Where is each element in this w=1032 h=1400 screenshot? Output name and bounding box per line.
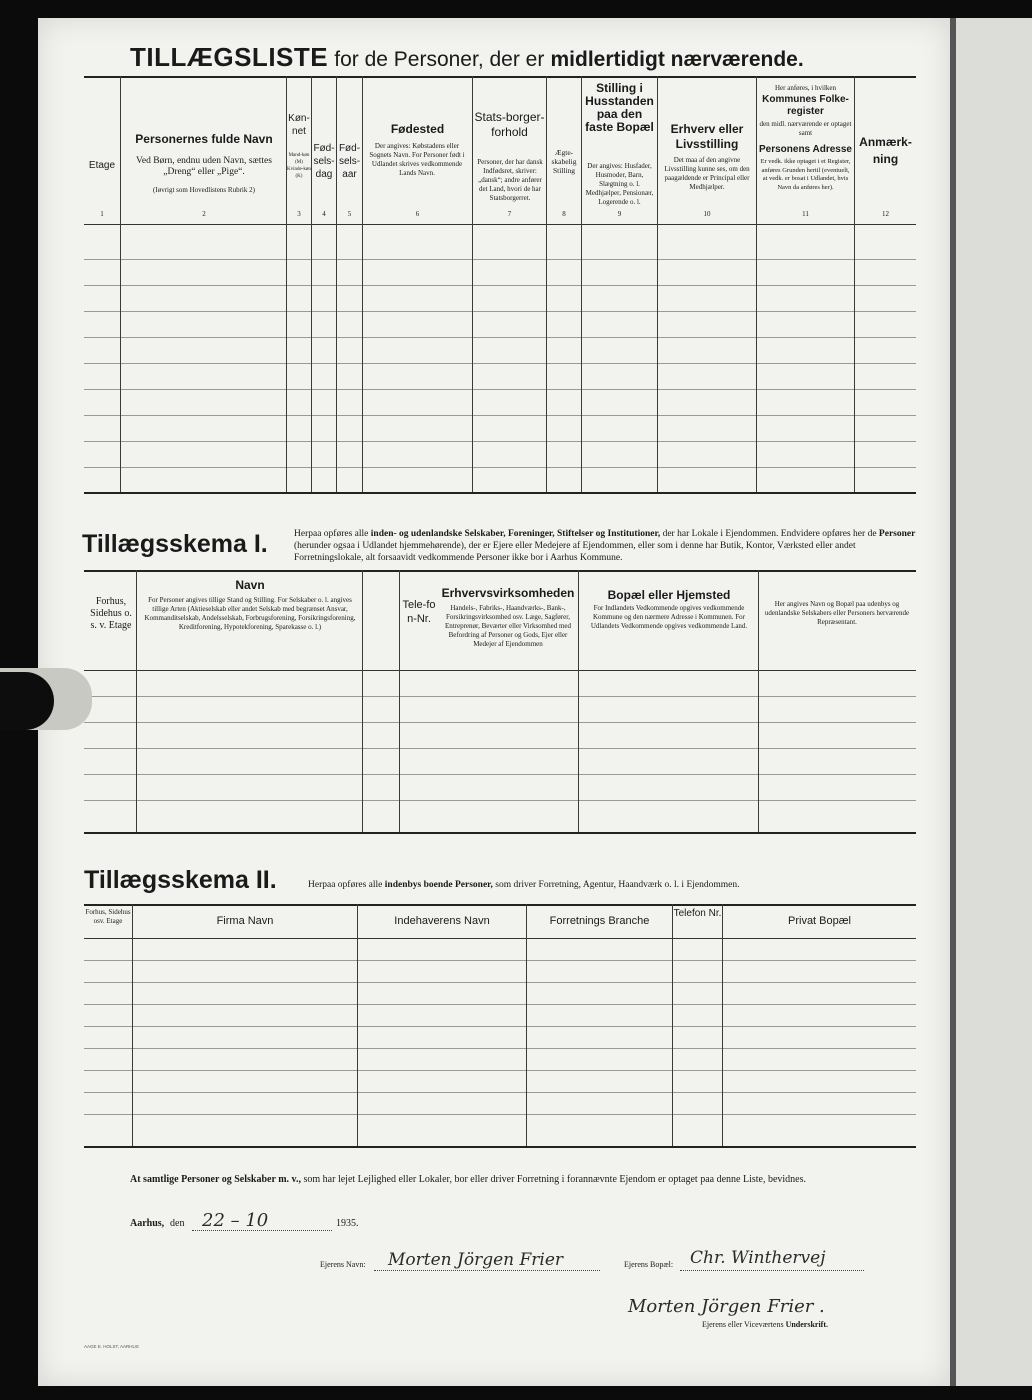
t1-col-birthday: Fød-sels-dag bbox=[313, 143, 335, 180]
t1-col-etage: Etage bbox=[88, 160, 116, 171]
adjacent-page bbox=[956, 18, 1032, 1386]
form-page bbox=[38, 18, 950, 1386]
schema2-table bbox=[84, 904, 916, 1152]
title-mid: for de Personer, der er bbox=[334, 48, 545, 71]
t1-col-occupation: Erhverv eller Livsstilling bbox=[670, 122, 744, 151]
signature-label-b: Underskrift. bbox=[785, 1320, 829, 1329]
title-bold: TILLÆGSLISTE bbox=[130, 42, 329, 72]
handwritten-date: 22 – 10 bbox=[202, 1210, 269, 1231]
s2-col-branch: Forretnings Branche bbox=[549, 915, 650, 927]
s1-col-representative: Her angives Navn og Bopæl paa udenbys og udenlandske Selskabers eller Personers herværende Repræsentant. bbox=[764, 600, 910, 626]
t1-num-9: 9 bbox=[617, 210, 622, 218]
s2-col-phone: Telefon Nr. bbox=[673, 908, 722, 919]
s2-col-private: Privat Bopæl bbox=[788, 915, 851, 927]
owner-name: Morten Jörgen Frier bbox=[388, 1250, 564, 1270]
s1-col-floor: Forhus, Sidehus o. s. v. Etage bbox=[90, 596, 132, 631]
table1 bbox=[84, 76, 916, 494]
certification bbox=[130, 1174, 930, 1185]
t1-num-10: 10 bbox=[703, 210, 711, 218]
t1-num-8: 8 bbox=[562, 210, 566, 218]
t1-col-gender: Køn-net bbox=[288, 113, 310, 137]
t1-col-register: Kommunes Folke-register bbox=[762, 94, 849, 117]
schema2-intro-b: indenbys boende Personer, bbox=[384, 880, 493, 890]
t1-col-birthplace: Fødested bbox=[390, 122, 445, 136]
t1-num-12: 12 bbox=[882, 210, 889, 218]
t1-col-household: Stilling i Husstanden paa den faste Bopæl bbox=[585, 81, 654, 134]
schema1-intro-1c: der har Lokale i Ejendommen. bbox=[660, 529, 779, 539]
date-year: 1935. bbox=[336, 1218, 359, 1229]
s1-col-name: Navn bbox=[235, 578, 265, 592]
t1-num-11: 11 bbox=[802, 210, 809, 218]
s1-col-business-sub: Handels-, Fabriks-, Haandværks-, Bank-, Forsikringsvirksomhed osv. Læge, Sagfører, Entreprenør, Beværter eller Virksomhed med Befordring af Personer og Gods, Ejer eller Medejer af Ejendommen bbox=[444, 604, 572, 648]
t1-col-birthplace-sub: Der angives: Købstadens eller Sognets Navn. For Personer født i Udlandet skrives vedkommende Lands Navn. bbox=[369, 142, 465, 177]
schema2-intro-a: Herpaa opføres alle bbox=[308, 880, 385, 890]
s1-col-residence: Bopæl eller Hjemsted bbox=[607, 588, 731, 602]
t1-col-address: Personens Adresse bbox=[758, 144, 852, 155]
signature-label bbox=[702, 1320, 828, 1329]
schema1-title: Tillægsskema I. bbox=[82, 530, 268, 558]
schema1-intro bbox=[294, 528, 918, 564]
schema2-title: Tillægsskema II. bbox=[84, 866, 277, 894]
t1-col-occupation-sub: Det maa af den angivne Livsstilling kunne ses, om den paagældende er Principal eller Medhjælper. bbox=[664, 156, 750, 191]
t1-num-5: 5 bbox=[347, 210, 352, 218]
s2-col-floor: Forhus, Sidehus osv. Etage bbox=[85, 908, 131, 925]
date-city: Aarhus, bbox=[130, 1218, 165, 1229]
t1-col-address-sub: Er vedk. ikke optaget i et Register, anføres Grunden hertil (eventuelt, at vedk. er bosat i Udlandet, hvis Navn da anføres her). bbox=[760, 158, 851, 191]
t1-num-2: 2 bbox=[202, 210, 206, 218]
t1-col-household-sub: Der angives: Husfader, Husmoder, Barn, Slægtning o. l. Medhjælper, Pensionær, Logerende o. l. bbox=[585, 162, 654, 206]
t1-col-gender-sub: Mand-køn (M) Kvinde-køn (K) bbox=[287, 153, 311, 179]
schema1-intro-2b: Personer bbox=[878, 529, 916, 539]
s1-col-residence-sub: For Indlandets Vedkommende opgives vedkommende Kommune og den nærmere Adresse i Kommunen. For Udlandets Vedkommende opgives vedkommende Land. bbox=[590, 604, 748, 630]
t1-num-1: 1 bbox=[100, 210, 104, 218]
t1-col-register-sub: den midl. nærværende er optaget samt bbox=[759, 120, 852, 137]
t1-col-remark: Anmærk-ning bbox=[859, 135, 912, 166]
s2-col-firm: Firma Navn bbox=[216, 915, 274, 927]
t1-col-name-sub: Ved Børn, endnu uden Navn, sættes „Dreng“ eller „Pige“. bbox=[136, 156, 272, 177]
signature-label-a: Ejerens eller Viceværtens bbox=[702, 1320, 786, 1329]
t1-num-3: 3 bbox=[297, 210, 301, 218]
cert-rest: som har lejet Lejlighed eller Lokaler, bor eller driver Forretning i forannævnte Ejendom er optaget paa denne Liste, bevidnes. bbox=[301, 1174, 806, 1185]
schema1-table bbox=[84, 570, 916, 836]
schema1-intro-1b: inden- og udenlandske Selskaber, Foreninger, Stiftelser og Institutioner, bbox=[370, 529, 661, 539]
s1-col-phone: Tele-fon-Nr. bbox=[402, 599, 436, 625]
main-title bbox=[130, 42, 950, 73]
title-bold2: midlertidigt nærværende. bbox=[550, 48, 804, 71]
schema1-intro-2a: Endvidere opføres her de bbox=[780, 529, 879, 539]
book-spine bbox=[950, 18, 956, 1386]
t1-col-name-sub2: (Iøvrigt som Hovedlistens Rubrik 2) bbox=[153, 186, 255, 194]
t1-col-citizenship-sub: Personer, der har dansk Indfødsret, skriver: „dansk“; andre anfører det Land, hvori de har Statsborgerret. bbox=[477, 158, 543, 202]
t1-num-6: 6 bbox=[415, 210, 420, 218]
date-line bbox=[130, 1210, 530, 1244]
schema2-intro-c: som driver Forretning, Agentur, Haandværk o. l. i Ejendommen. bbox=[492, 880, 740, 890]
t1-col-register-pre: Her anføres, i hvilken bbox=[774, 84, 837, 92]
printer-mark: AAGE E. HOLST, AARHUS bbox=[84, 1344, 139, 1349]
owner-address-label: Ejerens Bopæl: bbox=[624, 1260, 674, 1269]
schema1-intro-2c: (herunder ogsaa i Udlandet hjemmehørende), der er Ejere eller Medejere af Ejendommen, eller som i denne har Butik, Kontor, Værksted eller andet Forretningslokale, alt forsaavidt vedkommende Personer ikke bor i Aarhus Kommune. bbox=[294, 541, 856, 563]
t1-col-citizenship: Stats-borger-forhold bbox=[474, 110, 545, 139]
t1-col-name: Personernes fulde Navn bbox=[135, 132, 273, 146]
t1-num-7: 7 bbox=[507, 210, 512, 218]
t1-col-birthyear: Fød-sels-aar bbox=[338, 143, 361, 180]
s2-col-owner: Indehaverens Navn bbox=[394, 915, 490, 927]
cert-bold: At samtlige Personer og Selskaber m. v., bbox=[130, 1174, 302, 1185]
owner-name-label: Ejerens Navn: bbox=[320, 1260, 366, 1269]
t1-col-marital: Ægte-skabelig Stilling bbox=[551, 148, 577, 175]
owner-address: Chr. Winthervej bbox=[690, 1248, 826, 1268]
s1-col-name-sub: For Personer angives tillige Stand og Stilling. For Selskaber o. l. angives tillige Arten (Aktieselskab eller andet Selskab med begrænset Ansvar, Kommanditselskab, Andelsselskab, Forbrugsforening, Forsikringsforening, Kreditforening, Hypotekforening, Sparekasse o. l.) bbox=[144, 596, 356, 631]
owner-signature: Morten Jörgen Frier . bbox=[628, 1296, 825, 1317]
t1-num-4: 4 bbox=[322, 210, 326, 218]
schema2-intro bbox=[308, 880, 908, 890]
date-den: den bbox=[170, 1218, 185, 1229]
s1-col-business: Erhvervsvirksomheden bbox=[441, 586, 575, 600]
schema1-intro-1a: Herpaa opføres alle bbox=[294, 529, 371, 539]
